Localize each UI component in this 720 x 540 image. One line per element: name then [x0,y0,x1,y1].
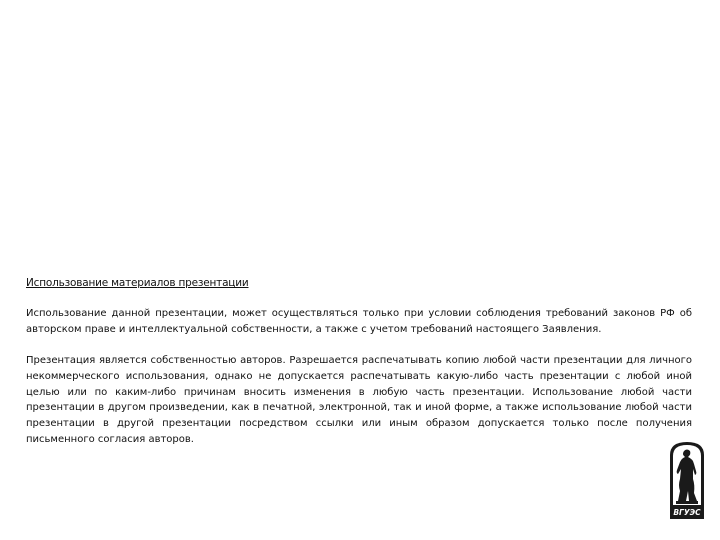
copyright-notice [26,276,692,463]
university-statue-emblem-icon [669,441,705,520]
university-logo [669,441,705,520]
notice-paragraph-usage: Использование данной презентации, может осуществляться только при условии соблюдения требований законов РФ об авторском праве и интеллектуальной собственности, а также с учетом требований настоящего Заявления. [26,308,692,335]
notice-title: Использование материалов презентации [26,277,249,289]
logo-text: ВГУЭС [673,508,701,517]
notice-paragraph-ownership: Презентация является собственностью авторов. Разрешается распечатывать копию любой части презентации для личного некоммерческого использования, однако не допускается распечатывать какую-либо часть презентации с любой иной целью или по каким-либо причинам вносить изменения в любую часть презентации. Использование любой части презентации в другом произведении, как в печатной, электронной, так и иной форме, а также использование любой части презентации в другой презентации посредством ссылки или иным образом допускается только после получения письменного согласия авторов. [26,355,692,445]
